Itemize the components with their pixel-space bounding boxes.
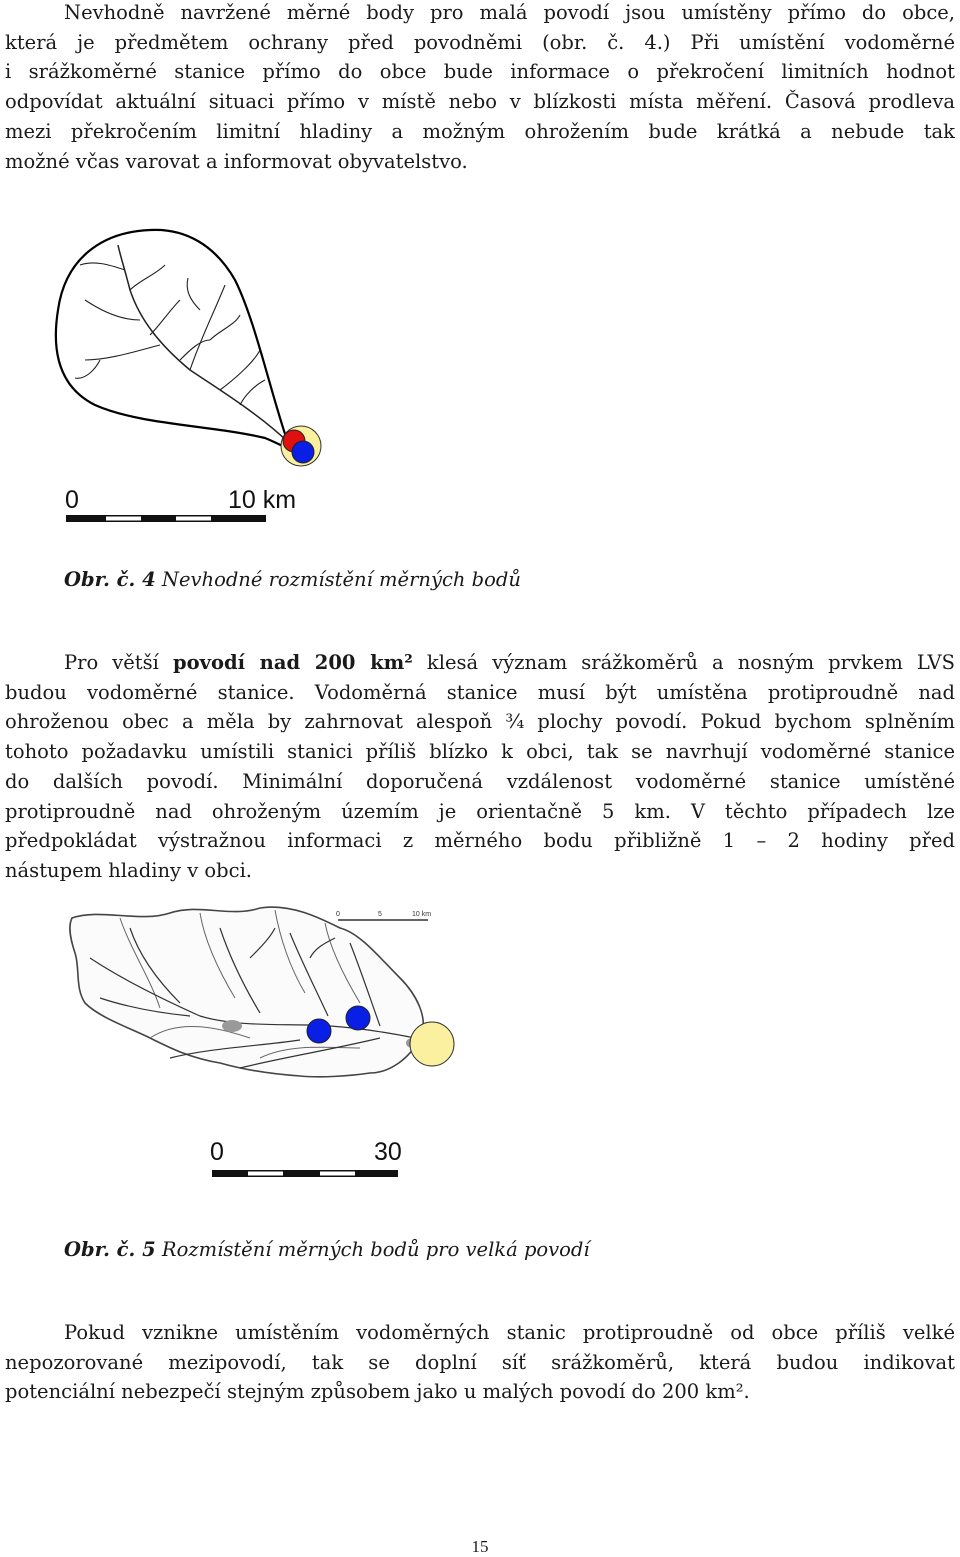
page-number: 15 (471, 1537, 489, 1556)
bold-text-run: povodí nad 200 km² (172, 651, 413, 674)
scale-label-end: 30 (374, 1138, 402, 1166)
text-line: Pokud vznikne umístěním vodoměrných stanic protiproudně od obce příliš velké (64, 1321, 955, 1344)
text-line (5, 648, 955, 678)
text-line: protiproudně nad ohroženým územím je orientačně 5 km. V těchto případech lze (5, 799, 955, 823)
caption-text: Rozmístění měrných bodů pro velká povodí (155, 1238, 590, 1261)
text-line: odpovídat aktuální situaci přímo v místě nebo v blízkosti místa měření. Časová prodleva (5, 90, 955, 114)
village-marker (410, 1022, 454, 1066)
scale-bar (66, 515, 266, 522)
text-line: budou vodoměrné stanice. Vodoměrná stanice musí být umístěna protiproudně nad (5, 680, 955, 704)
basin-outline (70, 907, 423, 1077)
map-scale-small (336, 911, 431, 920)
paragraph-large-catchments (5, 648, 955, 886)
scale-label-start: 0 (65, 486, 79, 514)
figure-4-caption (64, 568, 521, 591)
scale-bar (212, 1170, 398, 1177)
water-gauge-marker (307, 1019, 331, 1043)
text-line: potenciální nebezpečí stejným způsobem jako u malých povodí do 200 km². (5, 1380, 750, 1404)
text-line: Nevhodně navržené měrné body pro malá povodí jsou umístěny přímo do obce, (64, 1, 955, 24)
catchment-boundary (56, 230, 288, 447)
text-run: Pro větší (64, 651, 173, 674)
water-gauge-marker (346, 1006, 370, 1030)
text-line: ohroženou obec a měla by zahrnovat alespoň ¾ plochy povodí. Pokud bychom splněním (5, 710, 955, 734)
caption-label: Obr. č. 4 (64, 568, 156, 591)
reservoir-shading (222, 1020, 242, 1032)
text-line: tohoto požadavku umístili stanici příliš blízko k obci, tak se navrhují vodoměrné stanice (5, 740, 955, 764)
scale-label-start: 0 (210, 1138, 224, 1166)
main-river (118, 245, 288, 442)
text-line: nástupem hladiny v obci. (5, 858, 253, 882)
text-line: která je předmětem ochrany před povodněmi (obr. č. 4.) Při umístění vodoměrné (5, 30, 955, 54)
text-line: mezi překročením limitní hladiny a možným ohrožením bude krátká a nebude tak (5, 119, 955, 143)
text-line: předpokládat výstražnou informaci z měrného bodu přibližně 1 – 2 hodiny před (5, 829, 955, 853)
caption-label: Obr. č. 5 (64, 1238, 156, 1261)
text-line: nepozorované mezipovodí, tak se doplní síť srážkoměrů, která budou indikovat (5, 1350, 955, 1374)
figure-5-caption (64, 1238, 590, 1261)
text-run: klesá význam srážkoměrů a nosným prvkem LVS (412, 651, 955, 674)
text-line: možné včas varovat a informovat obyvatelstvo. (5, 149, 468, 173)
caption-text: Nevhodné rozmístění měrných bodů (155, 568, 521, 591)
map-scale-label: 10 km (412, 911, 432, 918)
paragraph-small-catchments (5, 0, 955, 176)
text-line: i srážkoměrné stanice přímo do obce bude informace o překročení limitních hodnot (5, 60, 955, 84)
text-line: do dalších povodí. Minimální doporučená vzdálenost vodoměrné stanice umístěné (5, 769, 955, 793)
figure-5-large-catchment-map (60, 898, 470, 1188)
figure-4-small-catchment-map (40, 210, 360, 540)
scale-label-end: 10 km (228, 486, 297, 514)
water-gauge-marker (292, 441, 314, 463)
map-scale-label: 0 (336, 911, 340, 918)
map-scale-label: 5 (378, 911, 382, 918)
paragraph-rain-gauge-supplement (5, 1318, 955, 1407)
